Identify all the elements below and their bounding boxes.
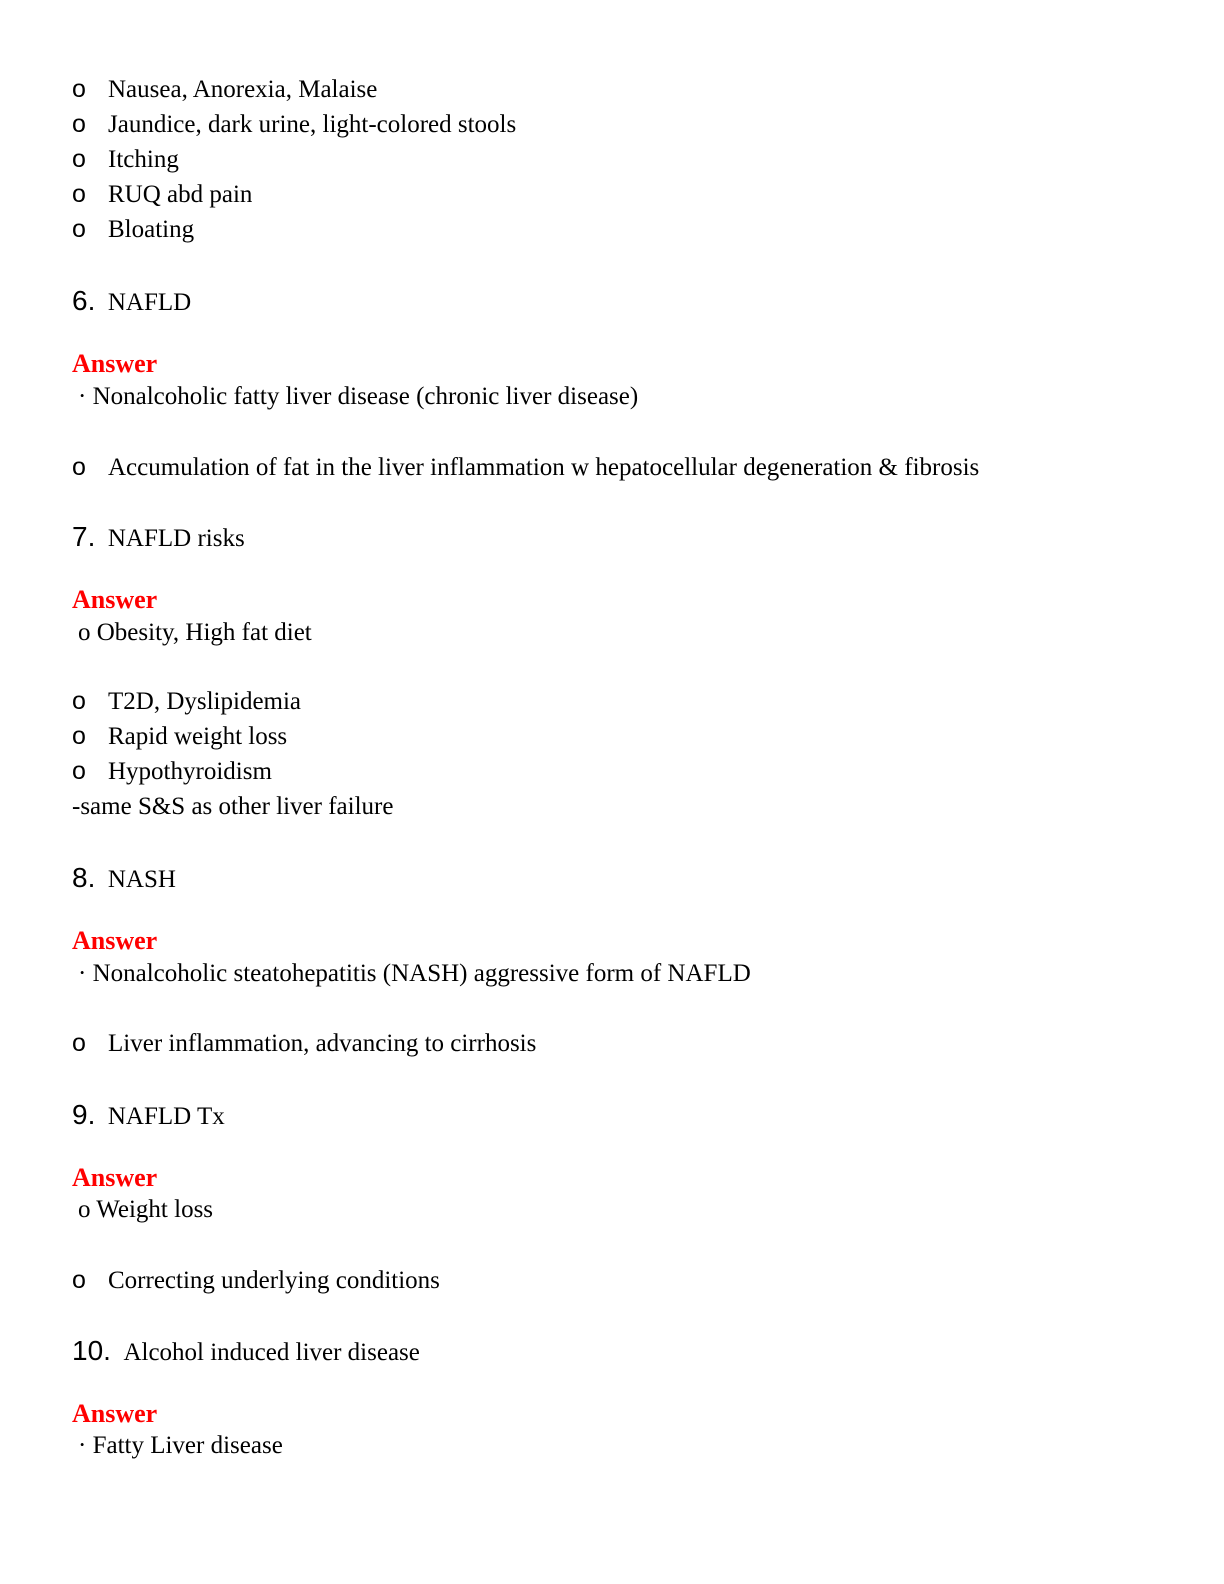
list-item: [72, 452, 979, 483]
answer-text: o Obesity, High fat diet: [78, 619, 312, 646]
bullet-marker: o: [72, 1029, 86, 1057]
question-number: 8.: [72, 862, 96, 893]
answer-label: Answer: [72, 926, 158, 955]
bullet-marker: o: [72, 1266, 86, 1294]
list-item: [72, 686, 301, 717]
list-item-text: Bloating: [108, 216, 195, 243]
list-item: [72, 144, 179, 175]
question-text: NAFLD Tx: [107, 1103, 225, 1130]
question-text: Alcohol induced liver disease: [123, 1339, 420, 1366]
bullet-marker: o: [72, 145, 86, 173]
list-item-text: Accumulation of fat in the liver inflammation w hepatocellular degeneration & fibrosis: [108, 454, 980, 481]
list-item: [72, 109, 516, 140]
question-8: [72, 863, 176, 895]
answer-line: Nonalcoholic fatty liver disease (chronic liver disease): [92, 383, 639, 410]
list-item: [72, 74, 377, 105]
answer-label: Answer: [72, 349, 158, 378]
list-item: [72, 721, 287, 752]
bullet-marker: o: [72, 453, 86, 481]
dot-marker: ·: [78, 960, 87, 987]
list-item-text: Liver inflammation, advancing to cirrhosis: [108, 1030, 537, 1057]
answer-text: [78, 1431, 283, 1461]
question-number: 7.: [72, 521, 96, 552]
list-item: [72, 179, 252, 210]
list-item: [72, 756, 272, 787]
answer-label: Answer: [72, 1399, 158, 1428]
list-item-text: Hypothyroidism: [108, 758, 272, 785]
question-7: [72, 522, 245, 554]
list-item-text: Nausea, Anorexia, Malaise: [108, 76, 378, 103]
bullet-marker: o: [72, 687, 86, 715]
bullet-marker: o: [72, 110, 86, 138]
answer-text: [78, 382, 638, 412]
list-item-text: Jaundice, dark urine, light-colored stools: [108, 111, 517, 138]
answer-label: Answer: [72, 585, 158, 614]
list-item-text: Rapid weight loss: [108, 723, 288, 750]
bullet-marker: o: [72, 215, 86, 243]
question-10: [72, 1336, 420, 1368]
list-item-text: Correcting underlying conditions: [108, 1267, 440, 1294]
answer-text: [78, 959, 751, 989]
question-text: NAFLD risks: [107, 525, 245, 552]
bullet-marker: o: [72, 757, 86, 785]
answer-text: o Weight loss: [78, 1196, 214, 1223]
question-number: 6.: [72, 285, 96, 316]
list-item-text: T2D, Dyslipidemia: [108, 688, 302, 715]
bullet-marker: o: [72, 722, 86, 750]
question-9: [72, 1100, 225, 1132]
question-text: NAFLD: [107, 289, 192, 316]
note-text: -same S&S as other liver failure: [72, 793, 394, 820]
question-number: 10.: [72, 1335, 111, 1366]
answer-label: Answer: [72, 1163, 158, 1192]
list-item: [72, 214, 194, 245]
dot-marker: ·: [78, 383, 87, 410]
list-item: [72, 1265, 440, 1296]
answer-line: Nonalcoholic steatohepatitis (NASH) aggressive form of NAFLD: [92, 960, 751, 987]
question-6: [72, 286, 191, 318]
bullet-marker: o: [72, 75, 86, 103]
list-item-text: Itching: [108, 146, 179, 173]
question-text: NASH: [107, 866, 176, 893]
list-item-text: RUQ abd pain: [108, 181, 253, 208]
list-item: [72, 1028, 536, 1059]
dot-marker: ·: [78, 1432, 87, 1459]
question-number: 9.: [72, 1099, 96, 1130]
bullet-marker: o: [72, 180, 86, 208]
answer-line: Fatty Liver disease: [92, 1432, 283, 1459]
